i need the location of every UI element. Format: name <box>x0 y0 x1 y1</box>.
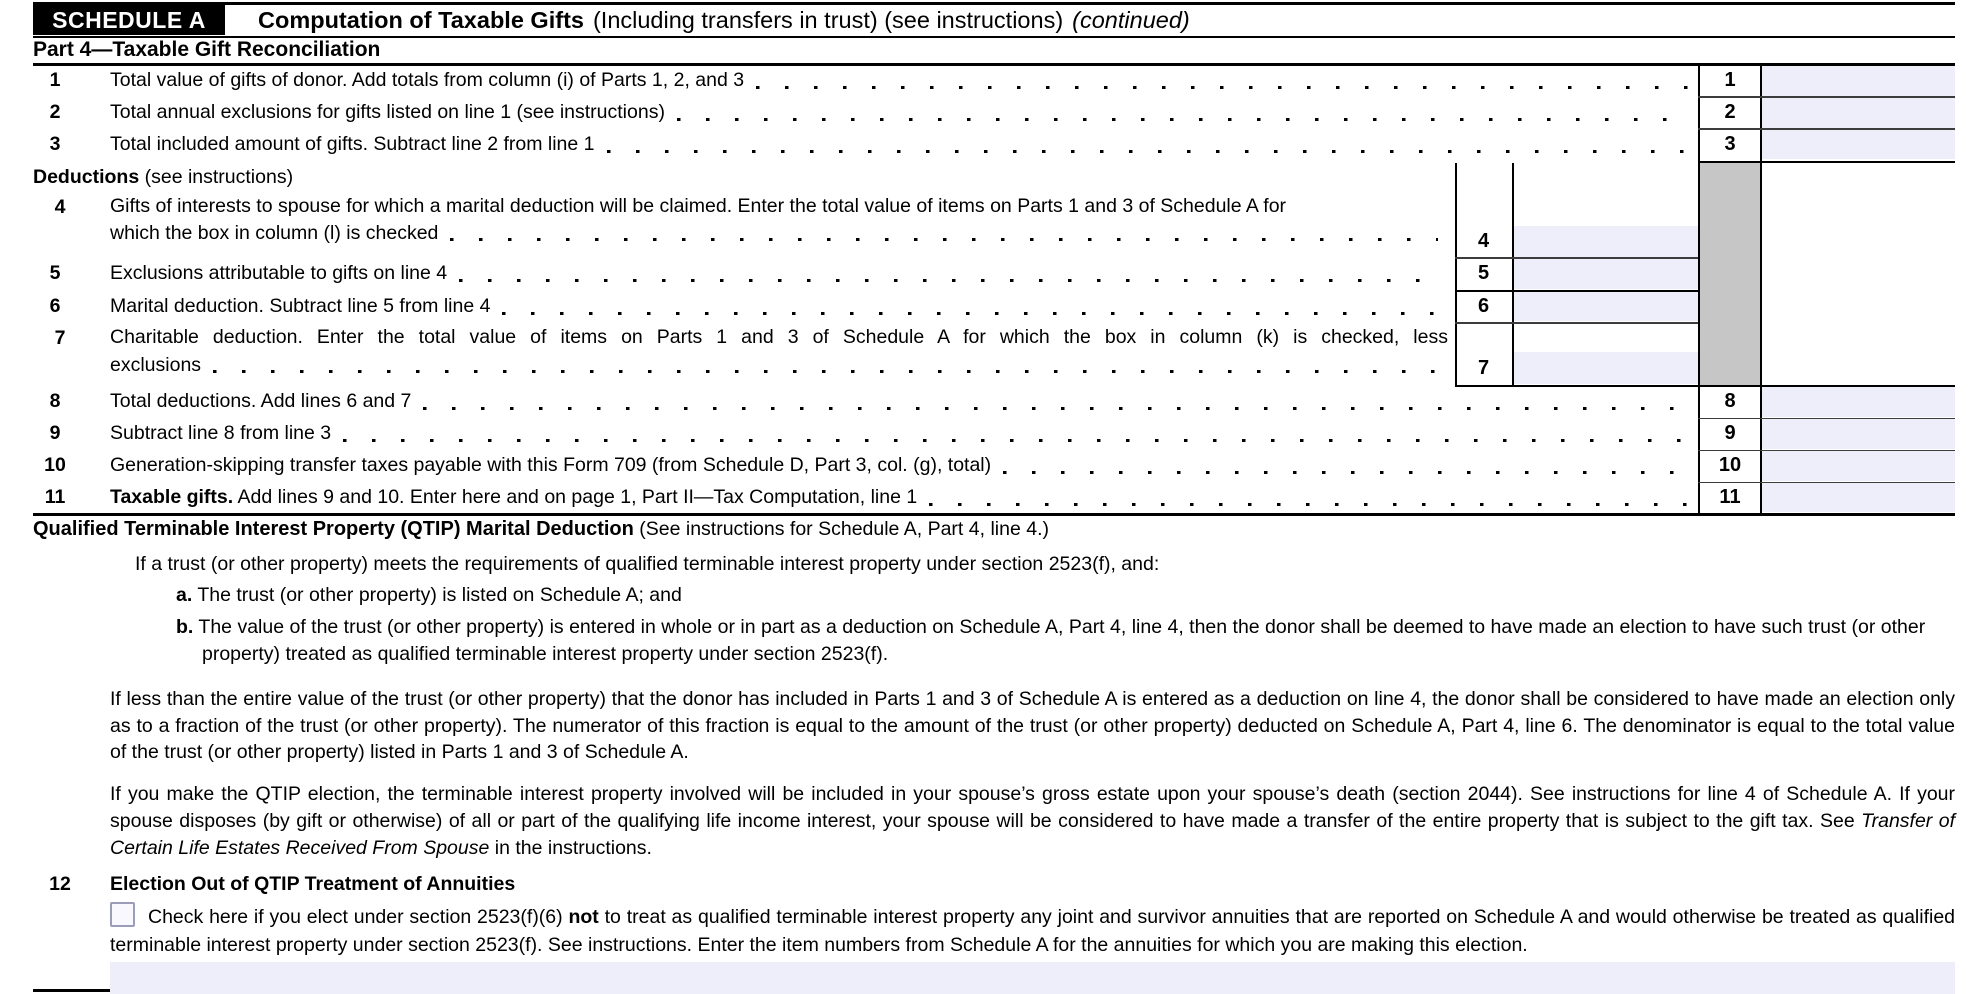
line-4-label-line2-row <box>110 220 1448 246</box>
qtip-heading-bold: Qualified Terminable Interest Property (QTIP) Marital Deduction <box>33 518 634 540</box>
line-1-label: Total value of gifts of donor. Add totals from column (i) of Parts 1, 2, and 3 <box>110 69 745 91</box>
line-7-box-number: 7 <box>1477 356 1490 379</box>
separator <box>1698 161 1955 163</box>
line-12-item-numbers-field[interactable] <box>110 962 1955 994</box>
line-11-label-bold: Taxable gifts. <box>110 486 234 508</box>
line-11-row <box>33 481 1698 513</box>
dot-leader <box>1003 471 1688 475</box>
line-11-amount-field[interactable] <box>1762 483 1955 512</box>
line-5-label: Exclusions attributable to gifts on line 4 <box>110 262 448 284</box>
line-11-label-rest: Add lines 9 and 10. Enter here and on page 1, Part II—Tax Computation, line 1 <box>237 486 918 508</box>
line-7-label-line2-row <box>110 352 1448 378</box>
line-11-box-number: 11 <box>1719 485 1741 508</box>
line-11-label <box>77 481 917 513</box>
line-10-label: Generation-skipping transfer taxes payable with this Form 709 (from Schedule D, Part 3, col. (g), total) <box>110 454 992 476</box>
line-4-box-number: 4 <box>1477 230 1490 252</box>
qtip-item-b-marker: b. <box>176 616 194 638</box>
qtip-paragraph-election <box>110 781 1955 862</box>
part4-title: Part 4—Taxable Gift Reconciliation <box>33 38 381 61</box>
line-3-row <box>33 128 1698 160</box>
line-2-row <box>33 96 1698 128</box>
line-12-text-after: to treat as qualified terminable interest property any joint and survivor annuities that are reported on Schedule A and would otherwise be treated as qualified terminable interest property under section 2523(f). See instructions. Enter the item numbers from Schedule A for the annuities for which you are making this election. <box>110 906 1956 956</box>
line-5-amount-field[interactable] <box>1514 259 1698 289</box>
line-3-number: 3 <box>49 133 61 155</box>
dot-leader <box>343 439 1688 443</box>
schedule-title-parenthetical: (Including transfers in trust) (see instructions) <box>592 6 1064 33</box>
line-1-number: 1 <box>49 69 61 91</box>
line-4-label-line2: which the box in column (l) is checked <box>110 222 439 244</box>
shaded-block <box>1700 162 1760 385</box>
inner-box-column-right-border <box>1512 163 1514 385</box>
qtip-item-a-marker: a. <box>176 584 193 606</box>
line-2-amount-field[interactable] <box>1762 98 1955 128</box>
line-6-amount-field[interactable] <box>1514 292 1698 321</box>
line-8-row <box>33 385 1698 417</box>
qtip-heading-rest: (See instructions for Schedule A, Part 4, line 4.) <box>639 518 1049 540</box>
line-1-amount-field[interactable] <box>1762 66 1955 96</box>
line-9-label: Subtract line 8 from line 3 <box>110 422 332 444</box>
line-4-label-line1: Gifts of interests to spouse for which a marital deduction will be claimed. Enter the total value of items on Parts 1 and 3 of Schedule A for <box>110 195 1287 217</box>
schedule-title-main: Computation of Taxable Gifts <box>258 6 584 33</box>
line-2-label: Total annual exclusions for gifts listed on line 1 (see instructions) <box>110 101 665 123</box>
line-7-label-line2: exclusions <box>110 354 202 376</box>
line-4-amount-field[interactable] <box>1514 226 1698 257</box>
line-7-number: 7 <box>54 327 66 349</box>
schedule-a-label: SCHEDULE A <box>52 6 206 33</box>
qtip-annuity-checkbox[interactable] <box>110 902 135 927</box>
line-8-number: 8 <box>49 390 61 412</box>
line-8-amount-field[interactable] <box>1762 387 1955 417</box>
line-10-row <box>33 449 1698 481</box>
line-7-label-line1: Charitable deduction. Enter the total value of items on Parts 1 and 3 of Schedule A for which the box in column (k) is checked, less <box>110 326 1448 348</box>
line-9-number: 9 <box>49 422 61 444</box>
line-1-row <box>33 64 1698 96</box>
line-6-label: Marital deduction. Subtract line 5 from line 4 <box>110 295 491 317</box>
line-5-number: 5 <box>49 262 61 284</box>
line-12-text-not: not <box>568 906 599 928</box>
dot-leader <box>929 503 1688 507</box>
line-3-label: Total included amount of gifts. Subtract line 2 from line 1 <box>110 133 595 155</box>
line-3-amount-field[interactable] <box>1762 130 1955 159</box>
schedule-title <box>258 5 1199 35</box>
dot-leader <box>607 150 1688 154</box>
part4-bottom-border <box>33 513 1955 516</box>
line-9-row <box>33 417 1698 449</box>
line-2-box-number: 2 <box>1724 100 1736 123</box>
dot-leader <box>502 312 1445 316</box>
schedule-title-continued: (continued) <box>1072 6 1190 33</box>
line-5-box-number: 5 <box>1477 262 1490 284</box>
line-12-heading: Election Out of QTIP Treatment of Annuities <box>110 873 516 895</box>
line-6-box-number: 6 <box>1477 294 1490 317</box>
line-8-box-number: 8 <box>1724 389 1736 412</box>
qtip-heading <box>33 518 1049 541</box>
qtip-paragraph-election-italic: Transfer of Certain Life Estates Received From Spouse <box>110 810 1955 859</box>
line-9-box-number: 9 <box>1724 421 1736 444</box>
line-12-check-paragraph <box>110 902 1955 959</box>
line-5-row <box>33 257 1455 289</box>
line-8-label: Total deductions. Add lines 6 and 7 <box>110 390 412 412</box>
bottom-border-segment <box>33 989 110 992</box>
qtip-item-b-text: The value of the trust (or other property) is entered in whole or in part as a deduction on Schedule A, Part 4, line 4, then the donor shall be deemed to have made an election to have such trust (or other property) treated as qualified terminable interest property under section 2523(f). <box>198 616 1926 665</box>
line-3-box-number: 3 <box>1724 132 1736 155</box>
qtip-item-a-text: The trust (or other property) is listed on Schedule A; and <box>197 584 682 606</box>
qtip-paragraph-election-start: If you make the QTIP election, the terminable interest property involved will be included in your spouse’s gross estate upon your spouse’s death (section 2044). See instructions for line 4 of Schedule A. If your spouse disposes (by gift or otherwise) of all or part of the qualifying life income interest, your spouse will be considered to have made a transfer of the entire property that is subject to the gift tax. See <box>110 783 1955 832</box>
line-10-amount-field[interactable] <box>1762 451 1955 481</box>
line-1-box-number: 1 <box>1724 68 1736 91</box>
qtip-item-a <box>176 582 682 608</box>
line-6-number: 6 <box>49 295 61 317</box>
line-12-number: 12 <box>49 873 71 895</box>
deductions-heading-bold: Deductions <box>33 166 140 188</box>
line-9-amount-field[interactable] <box>1762 419 1955 449</box>
line-11-number: 11 <box>44 486 66 508</box>
separator <box>1455 322 1698 324</box>
line-10-number: 10 <box>44 454 66 476</box>
schedule-a-label-box <box>33 5 225 35</box>
line-7-amount-field[interactable] <box>1514 352 1698 384</box>
deductions-heading-rest: (see instructions) <box>144 166 294 188</box>
outer-box-column-right-border <box>1760 64 1762 514</box>
line-4-number: 4 <box>54 196 66 218</box>
line-2-number: 2 <box>49 101 61 123</box>
line-10-box-number: 10 <box>1718 453 1742 476</box>
qtip-intro: If a trust (or other property) meets the requirements of qualified terminable interest property under section 2523(f), and: <box>135 553 1160 575</box>
dot-leader <box>423 407 1688 411</box>
qtip-item-b <box>176 614 1956 668</box>
dot-leader <box>459 279 1445 283</box>
dot-leader <box>450 238 1438 242</box>
dot-leader <box>677 118 1688 122</box>
line-12-text-before: Check here if you elect under section 2523(f)(6) <box>148 906 563 928</box>
dot-leader <box>213 370 1438 374</box>
deductions-heading <box>33 166 293 189</box>
line-6-row <box>33 290 1455 322</box>
qtip-paragraph-election-end: in the instructions. <box>494 837 652 859</box>
qtip-paragraph-fraction: If less than the entire value of the trust (or other property) that the donor has included in Parts 1 and 3 of Schedule A is entered as a deduction on line 4, the donor shall be considered to have made an election only as to a fraction of the trust (or other property). The numerator of this fraction is equal to the amount of the trust (or other property) deducted on Schedule A, Part 4, line 6. The denominator is equal to the total value of the trust (or other property) listed in Parts 1 and 3 of Schedule A. <box>110 688 1955 763</box>
dot-leader <box>756 86 1688 90</box>
